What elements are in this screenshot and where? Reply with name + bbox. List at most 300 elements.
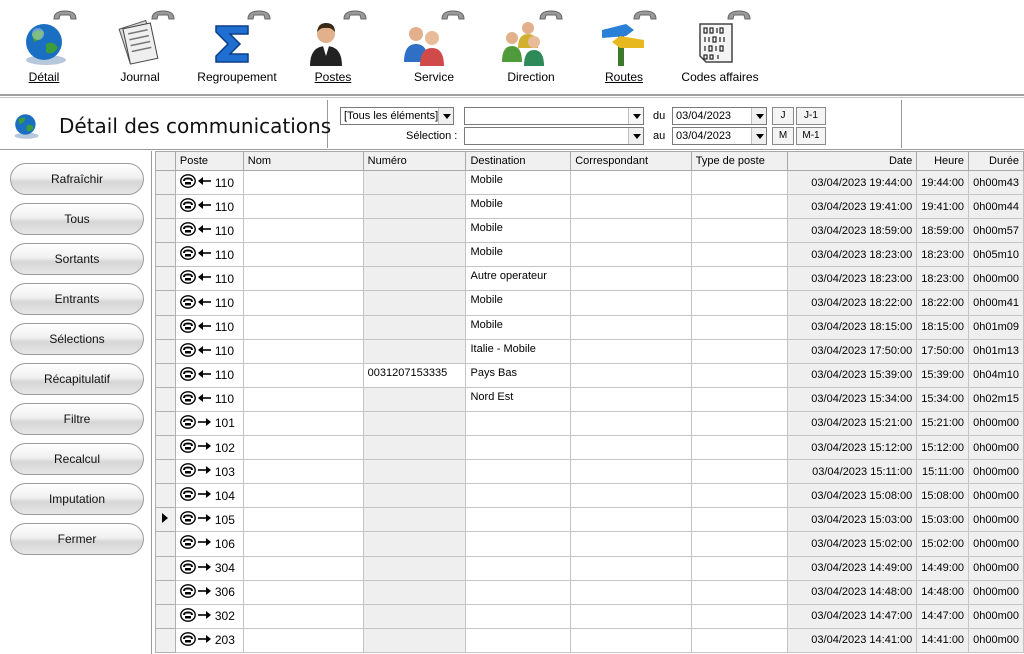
- close-button[interactable]: [10, 523, 144, 555]
- row-selector[interactable]: [156, 628, 176, 652]
- cell-nom[interactable]: [243, 243, 363, 267]
- cell-nom[interactable]: [243, 604, 363, 628]
- cell-nom[interactable]: [243, 291, 363, 315]
- cell-correspondant[interactable]: [571, 532, 692, 556]
- grid-header-row: [156, 152, 1024, 171]
- cell-nom[interactable]: [243, 508, 363, 532]
- cell-destination[interactable]: Mobile: [466, 291, 571, 315]
- cell-destination[interactable]: Mobile: [466, 219, 571, 243]
- toolbar-detail-label: Détail: [28, 70, 60, 84]
- cell-heure[interactable]: 17:50:00: [917, 339, 969, 363]
- cell-destination[interactable]: Mobile: [466, 195, 571, 219]
- person-icon: [304, 18, 354, 68]
- row-selector[interactable]: [156, 411, 176, 435]
- row-selector[interactable]: [156, 532, 176, 556]
- cell-duree[interactable]: 0h04m10: [969, 363, 1024, 387]
- poste-number: 110: [214, 223, 234, 238]
- cell-duree[interactable]: 0h00m00: [969, 460, 1024, 484]
- recalc-button[interactable]: [10, 443, 144, 475]
- cell-poste[interactable]: [175, 195, 243, 219]
- row-selector[interactable]: [156, 604, 176, 628]
- scope-detail-select[interactable]: [464, 107, 644, 125]
- toolbar-service-label: Service: [413, 70, 454, 84]
- cell-poste[interactable]: [175, 387, 243, 411]
- cell-correspondant[interactable]: [571, 195, 692, 219]
- cell-numero[interactable]: 0031207153335: [363, 363, 466, 387]
- cell-poste[interactable]: [175, 243, 243, 267]
- cell-type-de-poste[interactable]: [691, 195, 788, 219]
- filter-button[interactable]: [10, 403, 144, 435]
- cell-heure[interactable]: 19:44:00: [917, 171, 969, 195]
- cell-date[interactable]: 03/04/2023 19:41:00: [788, 195, 917, 219]
- cell-type-de-poste[interactable]: [691, 628, 788, 652]
- cell-numero[interactable]: [363, 219, 466, 243]
- cell-date[interactable]: 03/04/2023 18:23:00: [788, 267, 917, 291]
- cell-correspondant[interactable]: [571, 219, 692, 243]
- cell-nom[interactable]: [243, 556, 363, 580]
- cell-heure[interactable]: 14:41:00: [917, 628, 969, 652]
- cell-nom[interactable]: [243, 339, 363, 363]
- cell-nom[interactable]: [243, 484, 363, 508]
- row-selector[interactable]: [156, 387, 176, 411]
- row-selector[interactable]: [156, 484, 176, 508]
- cell-type-de-poste[interactable]: [691, 243, 788, 267]
- selections-label: Sélections: [49, 332, 105, 346]
- cell-correspondant[interactable]: [571, 267, 692, 291]
- cell-numero[interactable]: [363, 267, 466, 291]
- cell-date[interactable]: 03/04/2023 15:34:00: [788, 387, 917, 411]
- outgoing-arrow-icon: [198, 634, 211, 647]
- row-selector[interactable]: [156, 171, 176, 195]
- table-row[interactable]: [156, 436, 1024, 460]
- cell-nom[interactable]: [243, 315, 363, 339]
- date-from-picker[interactable]: [672, 107, 767, 125]
- close-label: Fermer: [57, 532, 97, 546]
- cell-duree[interactable]: 0h01m09: [969, 315, 1024, 339]
- command-panel: [0, 151, 152, 654]
- cell-date[interactable]: 03/04/2023 15:12:00: [788, 436, 917, 460]
- poste-number: 110: [214, 296, 234, 311]
- cell-destination[interactable]: Mobile: [466, 171, 571, 195]
- cell-poste[interactable]: [175, 363, 243, 387]
- cell-numero[interactable]: [363, 556, 466, 580]
- table-row[interactable]: [156, 604, 1024, 628]
- cell-destination[interactable]: [466, 484, 571, 508]
- cell-type-de-poste[interactable]: [691, 387, 788, 411]
- cell-correspondant[interactable]: [571, 628, 692, 652]
- cell-heure[interactable]: 14:48:00: [917, 580, 969, 604]
- cell-destination[interactable]: Pays Bas: [466, 363, 571, 387]
- scope-select[interactable]: [340, 107, 454, 125]
- incoming-arrow-icon: [198, 369, 211, 382]
- cell-poste[interactable]: [175, 460, 243, 484]
- column-header-date[interactable]: Date: [788, 152, 917, 171]
- row-selector[interactable]: [156, 267, 176, 291]
- cell-date[interactable]: 03/04/2023 15:03:00: [788, 508, 917, 532]
- column-header-duree[interactable]: Durée: [969, 152, 1024, 171]
- cell-numero[interactable]: [363, 484, 466, 508]
- cell-type-de-poste[interactable]: [691, 484, 788, 508]
- column-header-heure[interactable]: Heure: [917, 152, 969, 171]
- cell-correspondant[interactable]: [571, 315, 692, 339]
- cell-correspondant[interactable]: [571, 604, 692, 628]
- cell-correspondant[interactable]: [571, 243, 692, 267]
- cell-destination[interactable]: [466, 460, 571, 484]
- table-row[interactable]: [156, 267, 1024, 291]
- cell-correspondant[interactable]: [571, 411, 692, 435]
- column-header-type-de-poste[interactable]: Type de poste: [691, 152, 788, 171]
- column-header-destination[interactable]: Destination: [466, 152, 571, 171]
- cell-nom[interactable]: [243, 171, 363, 195]
- cell-correspondant[interactable]: [571, 460, 692, 484]
- cell-type-de-poste[interactable]: [691, 436, 788, 460]
- cell-duree[interactable]: 0h00m00: [969, 556, 1024, 580]
- cell-duree[interactable]: 0h02m15: [969, 387, 1024, 411]
- cell-poste[interactable]: [175, 484, 243, 508]
- cell-destination[interactable]: Autre operateur: [466, 267, 571, 291]
- cell-destination[interactable]: [466, 508, 571, 532]
- table-row[interactable]: [156, 556, 1024, 580]
- toolbar-direction-button[interactable]: [496, 0, 566, 90]
- cell-type-de-poste[interactable]: [691, 219, 788, 243]
- row-selector[interactable]: [156, 580, 176, 604]
- cell-numero[interactable]: [363, 195, 466, 219]
- column-header-numero[interactable]: Numéro: [363, 152, 466, 171]
- table-row[interactable]: [156, 243, 1024, 267]
- row-selector[interactable]: [156, 556, 176, 580]
- last-month-button[interactable]: M-1: [796, 127, 826, 145]
- cell-date[interactable]: 03/04/2023 17:50:00: [788, 339, 917, 363]
- cell-duree[interactable]: 0h00m00: [969, 580, 1024, 604]
- cell-type-de-poste[interactable]: [691, 411, 788, 435]
- cell-date[interactable]: 03/04/2023 18:59:00: [788, 219, 917, 243]
- row-selector[interactable]: [156, 339, 176, 363]
- row-selector[interactable]: [156, 315, 176, 339]
- cell-poste[interactable]: [175, 532, 243, 556]
- toolbar-codes-affaires-button[interactable]: [678, 0, 762, 90]
- table-row[interactable]: [156, 508, 1024, 532]
- cell-nom[interactable]: [243, 436, 363, 460]
- cell-duree[interactable]: 0h00m00: [969, 508, 1024, 532]
- chevron-down-icon[interactable]: [628, 128, 643, 144]
- date-from-label: du: [653, 110, 666, 122]
- row-selector[interactable]: [156, 195, 176, 219]
- toolbar-regroupement-button[interactable]: [194, 0, 280, 90]
- cell-heure[interactable]: 14:49:00: [917, 556, 969, 580]
- imputation-button[interactable]: [10, 483, 144, 515]
- cell-poste[interactable]: [175, 580, 243, 604]
- cell-nom[interactable]: [243, 363, 363, 387]
- cell-poste[interactable]: [175, 604, 243, 628]
- cell-numero[interactable]: [363, 291, 466, 315]
- phone-icon: [180, 535, 196, 552]
- cell-type-de-poste[interactable]: [691, 315, 788, 339]
- cell-nom[interactable]: [243, 532, 363, 556]
- cell-correspondant[interactable]: [571, 484, 692, 508]
- cell-type-de-poste[interactable]: [691, 532, 788, 556]
- cell-nom[interactable]: [243, 580, 363, 604]
- incoming-button[interactable]: [10, 283, 144, 315]
- cell-heure[interactable]: 19:41:00: [917, 195, 969, 219]
- cell-heure[interactable]: 15:11:00: [917, 460, 969, 484]
- outgoing-arrow-icon: [198, 417, 211, 430]
- outgoing-arrow-icon: [198, 537, 211, 550]
- toolbar-journal-button[interactable]: [110, 0, 170, 90]
- table-row[interactable]: [156, 532, 1024, 556]
- cell-type-de-poste[interactable]: [691, 267, 788, 291]
- table-row[interactable]: [156, 219, 1024, 243]
- phone-icon: [180, 584, 196, 601]
- cell-date[interactable]: 03/04/2023 18:15:00: [788, 315, 917, 339]
- row-selector[interactable]: [156, 436, 176, 460]
- cell-correspondant[interactable]: [571, 339, 692, 363]
- row-selector[interactable]: [156, 508, 176, 532]
- cell-date[interactable]: 03/04/2023 18:23:00: [788, 243, 917, 267]
- row-selector[interactable]: [156, 460, 176, 484]
- incoming-arrow-icon: [198, 393, 211, 406]
- cell-destination[interactable]: [466, 580, 571, 604]
- cell-correspondant[interactable]: [571, 171, 692, 195]
- table-row[interactable]: [156, 628, 1024, 652]
- cell-date[interactable]: 03/04/2023 14:49:00: [788, 556, 917, 580]
- cell-destination[interactable]: [466, 628, 571, 652]
- cell-duree[interactable]: 0h00m00: [969, 411, 1024, 435]
- cell-nom[interactable]: [243, 195, 363, 219]
- cell-heure[interactable]: 18:15:00: [917, 315, 969, 339]
- selections-button[interactable]: [10, 323, 144, 355]
- cell-heure[interactable]: 15:21:00: [917, 411, 969, 435]
- row-selector[interactable]: [156, 219, 176, 243]
- cell-correspondant[interactable]: [571, 556, 692, 580]
- communications-grid[interactable]: [155, 151, 1024, 654]
- cell-duree[interactable]: 0h00m43: [969, 171, 1024, 195]
- toolbar-postes-button[interactable]: [304, 0, 362, 90]
- table-row[interactable]: [156, 460, 1024, 484]
- cell-duree[interactable]: 0h00m00: [969, 436, 1024, 460]
- all-button[interactable]: [10, 203, 144, 235]
- toolbar-direction-label: Direction: [507, 70, 555, 84]
- cell-correspondant[interactable]: [571, 580, 692, 604]
- phone-icon: [180, 270, 196, 287]
- toolbar-service-button[interactable]: [400, 0, 468, 90]
- cell-poste[interactable]: [175, 315, 243, 339]
- cell-numero[interactable]: [363, 580, 466, 604]
- cell-nom[interactable]: [243, 411, 363, 435]
- cell-destination[interactable]: [466, 604, 571, 628]
- cell-numero[interactable]: [363, 604, 466, 628]
- cell-poste[interactable]: [175, 219, 243, 243]
- table-row[interactable]: [156, 195, 1024, 219]
- cell-date[interactable]: 03/04/2023 15:08:00: [788, 484, 917, 508]
- cell-duree[interactable]: 0h01m13: [969, 339, 1024, 363]
- cell-heure[interactable]: 15:39:00: [917, 363, 969, 387]
- date-to-picker[interactable]: [672, 127, 767, 145]
- cell-type-de-poste[interactable]: [691, 339, 788, 363]
- cell-numero[interactable]: [363, 508, 466, 532]
- table-row[interactable]: [156, 339, 1024, 363]
- cell-date[interactable]: 03/04/2023 15:39:00: [788, 363, 917, 387]
- table-row[interactable]: [156, 411, 1024, 435]
- poste-number: 110: [214, 392, 234, 407]
- cell-heure[interactable]: 18:23:00: [917, 243, 969, 267]
- cell-duree[interactable]: 0h00m00: [969, 604, 1024, 628]
- cell-heure[interactable]: 15:02:00: [917, 532, 969, 556]
- poste-number: 302: [214, 609, 235, 624]
- toolbar-detail-button[interactable]: [16, 0, 72, 90]
- cell-poste[interactable]: [175, 628, 243, 652]
- cell-correspondant[interactable]: [571, 436, 692, 460]
- cell-numero[interactable]: [363, 387, 466, 411]
- this-month-button[interactable]: M: [772, 127, 794, 145]
- communications-table: [155, 151, 1024, 653]
- journal-icon: [114, 18, 164, 68]
- cell-destination[interactable]: Mobile: [466, 315, 571, 339]
- cell-duree[interactable]: 0h05m10: [969, 243, 1024, 267]
- cell-poste[interactable]: [175, 171, 243, 195]
- cell-heure[interactable]: 14:47:00: [917, 604, 969, 628]
- phone-icon: [180, 319, 196, 336]
- cell-destination[interactable]: [466, 411, 571, 435]
- cell-date[interactable]: 03/04/2023 15:02:00: [788, 532, 917, 556]
- cell-heure[interactable]: 15:34:00: [917, 387, 969, 411]
- outgoing-button[interactable]: [10, 243, 144, 275]
- column-header-nom[interactable]: Nom: [243, 152, 363, 171]
- table-row[interactable]: [156, 315, 1024, 339]
- cell-type-de-poste[interactable]: [691, 604, 788, 628]
- cell-type-de-poste[interactable]: [691, 508, 788, 532]
- row-selector[interactable]: [156, 363, 176, 387]
- cell-destination[interactable]: [466, 436, 571, 460]
- cell-duree[interactable]: 0h00m00: [969, 484, 1024, 508]
- cell-nom[interactable]: [243, 387, 363, 411]
- table-row[interactable]: [156, 171, 1024, 195]
- yesterday-button[interactable]: J-1: [796, 107, 826, 125]
- cell-poste[interactable]: [175, 291, 243, 315]
- cell-numero[interactable]: [363, 243, 466, 267]
- chevron-down-icon[interactable]: [438, 108, 453, 124]
- incoming-arrow-icon: [198, 176, 211, 189]
- poste-number: 105: [214, 512, 235, 527]
- poste-number: 110: [214, 271, 234, 286]
- cell-numero[interactable]: [363, 171, 466, 195]
- cell-date[interactable]: 03/04/2023 15:11:00: [788, 460, 917, 484]
- cell-duree[interactable]: 0h00m57: [969, 219, 1024, 243]
- cell-type-de-poste[interactable]: [691, 363, 788, 387]
- chevron-down-icon[interactable]: [751, 108, 766, 124]
- cell-duree[interactable]: 0h00m00: [969, 532, 1024, 556]
- column-header-poste[interactable]: Poste: [175, 152, 243, 171]
- row-selector[interactable]: [156, 291, 176, 315]
- cell-correspondant[interactable]: [571, 291, 692, 315]
- cell-date[interactable]: 03/04/2023 14:41:00: [788, 628, 917, 652]
- phone-icon: [180, 560, 196, 577]
- cell-poste[interactable]: [175, 267, 243, 291]
- cell-destination[interactable]: [466, 532, 571, 556]
- cell-numero[interactable]: [363, 628, 466, 652]
- cell-heure[interactable]: 15:08:00: [917, 484, 969, 508]
- cell-heure[interactable]: 15:03:00: [917, 508, 969, 532]
- cell-type-de-poste[interactable]: [691, 556, 788, 580]
- table-row[interactable]: [156, 363, 1024, 387]
- cell-date[interactable]: 03/04/2023 15:21:00: [788, 411, 917, 435]
- cell-nom[interactable]: [243, 460, 363, 484]
- cell-poste[interactable]: [175, 556, 243, 580]
- cell-poste[interactable]: [175, 436, 243, 460]
- row-selector[interactable]: [156, 243, 176, 267]
- toolbar-routes-label: Routes: [604, 70, 644, 84]
- cell-nom[interactable]: [243, 267, 363, 291]
- table-row[interactable]: [156, 484, 1024, 508]
- cell-nom[interactable]: [243, 219, 363, 243]
- cell-heure[interactable]: 15:12:00: [917, 436, 969, 460]
- table-row[interactable]: [156, 580, 1024, 604]
- cell-destination[interactable]: Mobile: [466, 243, 571, 267]
- cell-date[interactable]: 03/04/2023 14:47:00: [788, 604, 917, 628]
- cell-date[interactable]: 03/04/2023 14:48:00: [788, 580, 917, 604]
- cell-destination[interactable]: Italie - Mobile: [466, 339, 571, 363]
- cell-poste[interactable]: [175, 508, 243, 532]
- cell-heure[interactable]: 18:23:00: [917, 267, 969, 291]
- current-row-icon: [162, 513, 168, 523]
- cell-numero[interactable]: [363, 339, 466, 363]
- cell-poste[interactable]: [175, 339, 243, 363]
- cell-duree[interactable]: 0h00m00: [969, 628, 1024, 652]
- toolbar-codes-affaires-label: Codes affaires: [681, 70, 759, 84]
- cell-duree[interactable]: 0h00m41: [969, 291, 1024, 315]
- cell-heure[interactable]: 18:22:00: [917, 291, 969, 315]
- summary-button[interactable]: [10, 363, 144, 395]
- column-header-correspondant[interactable]: Correspondant: [571, 152, 692, 171]
- chevron-down-icon[interactable]: [628, 108, 643, 124]
- cell-heure[interactable]: 18:59:00: [917, 219, 969, 243]
- cell-numero[interactable]: [363, 436, 466, 460]
- cell-destination[interactable]: Nord Est: [466, 387, 571, 411]
- cell-type-de-poste[interactable]: [691, 171, 788, 195]
- toolbar-regroupement-label: Regroupement: [197, 70, 277, 84]
- date-to-label: au: [653, 130, 666, 142]
- cell-type-de-poste[interactable]: [691, 580, 788, 604]
- filter-label: Filtre: [63, 412, 91, 426]
- selection-select[interactable]: [464, 127, 644, 145]
- refresh-button[interactable]: [10, 163, 144, 195]
- cell-poste[interactable]: [175, 411, 243, 435]
- cell-correspondant[interactable]: [571, 387, 692, 411]
- cell-numero[interactable]: [363, 460, 466, 484]
- poste-number: 304: [214, 561, 235, 576]
- today-button[interactable]: J: [772, 107, 794, 125]
- cell-numero[interactable]: [363, 532, 466, 556]
- table-row[interactable]: [156, 291, 1024, 315]
- cell-numero[interactable]: [363, 315, 466, 339]
- cell-correspondant[interactable]: [571, 363, 692, 387]
- cell-date[interactable]: 03/04/2023 18:22:00: [788, 291, 917, 315]
- poste-number: 110: [214, 344, 234, 359]
- phone-icon: [180, 415, 196, 432]
- cell-duree[interactable]: 0h00m00: [969, 267, 1024, 291]
- chevron-down-icon[interactable]: [751, 128, 766, 144]
- cell-numero[interactable]: [363, 411, 466, 435]
- cell-date[interactable]: 03/04/2023 19:44:00: [788, 171, 917, 195]
- phone-icon: [180, 174, 196, 191]
- toolbar-routes-button[interactable]: [598, 0, 650, 90]
- cell-nom[interactable]: [243, 628, 363, 652]
- cell-type-de-poste[interactable]: [691, 460, 788, 484]
- cell-type-de-poste[interactable]: [691, 291, 788, 315]
- cell-destination[interactable]: [466, 556, 571, 580]
- cell-correspondant[interactable]: [571, 508, 692, 532]
- cell-duree[interactable]: 0h00m44: [969, 195, 1024, 219]
- table-row[interactable]: [156, 387, 1024, 411]
